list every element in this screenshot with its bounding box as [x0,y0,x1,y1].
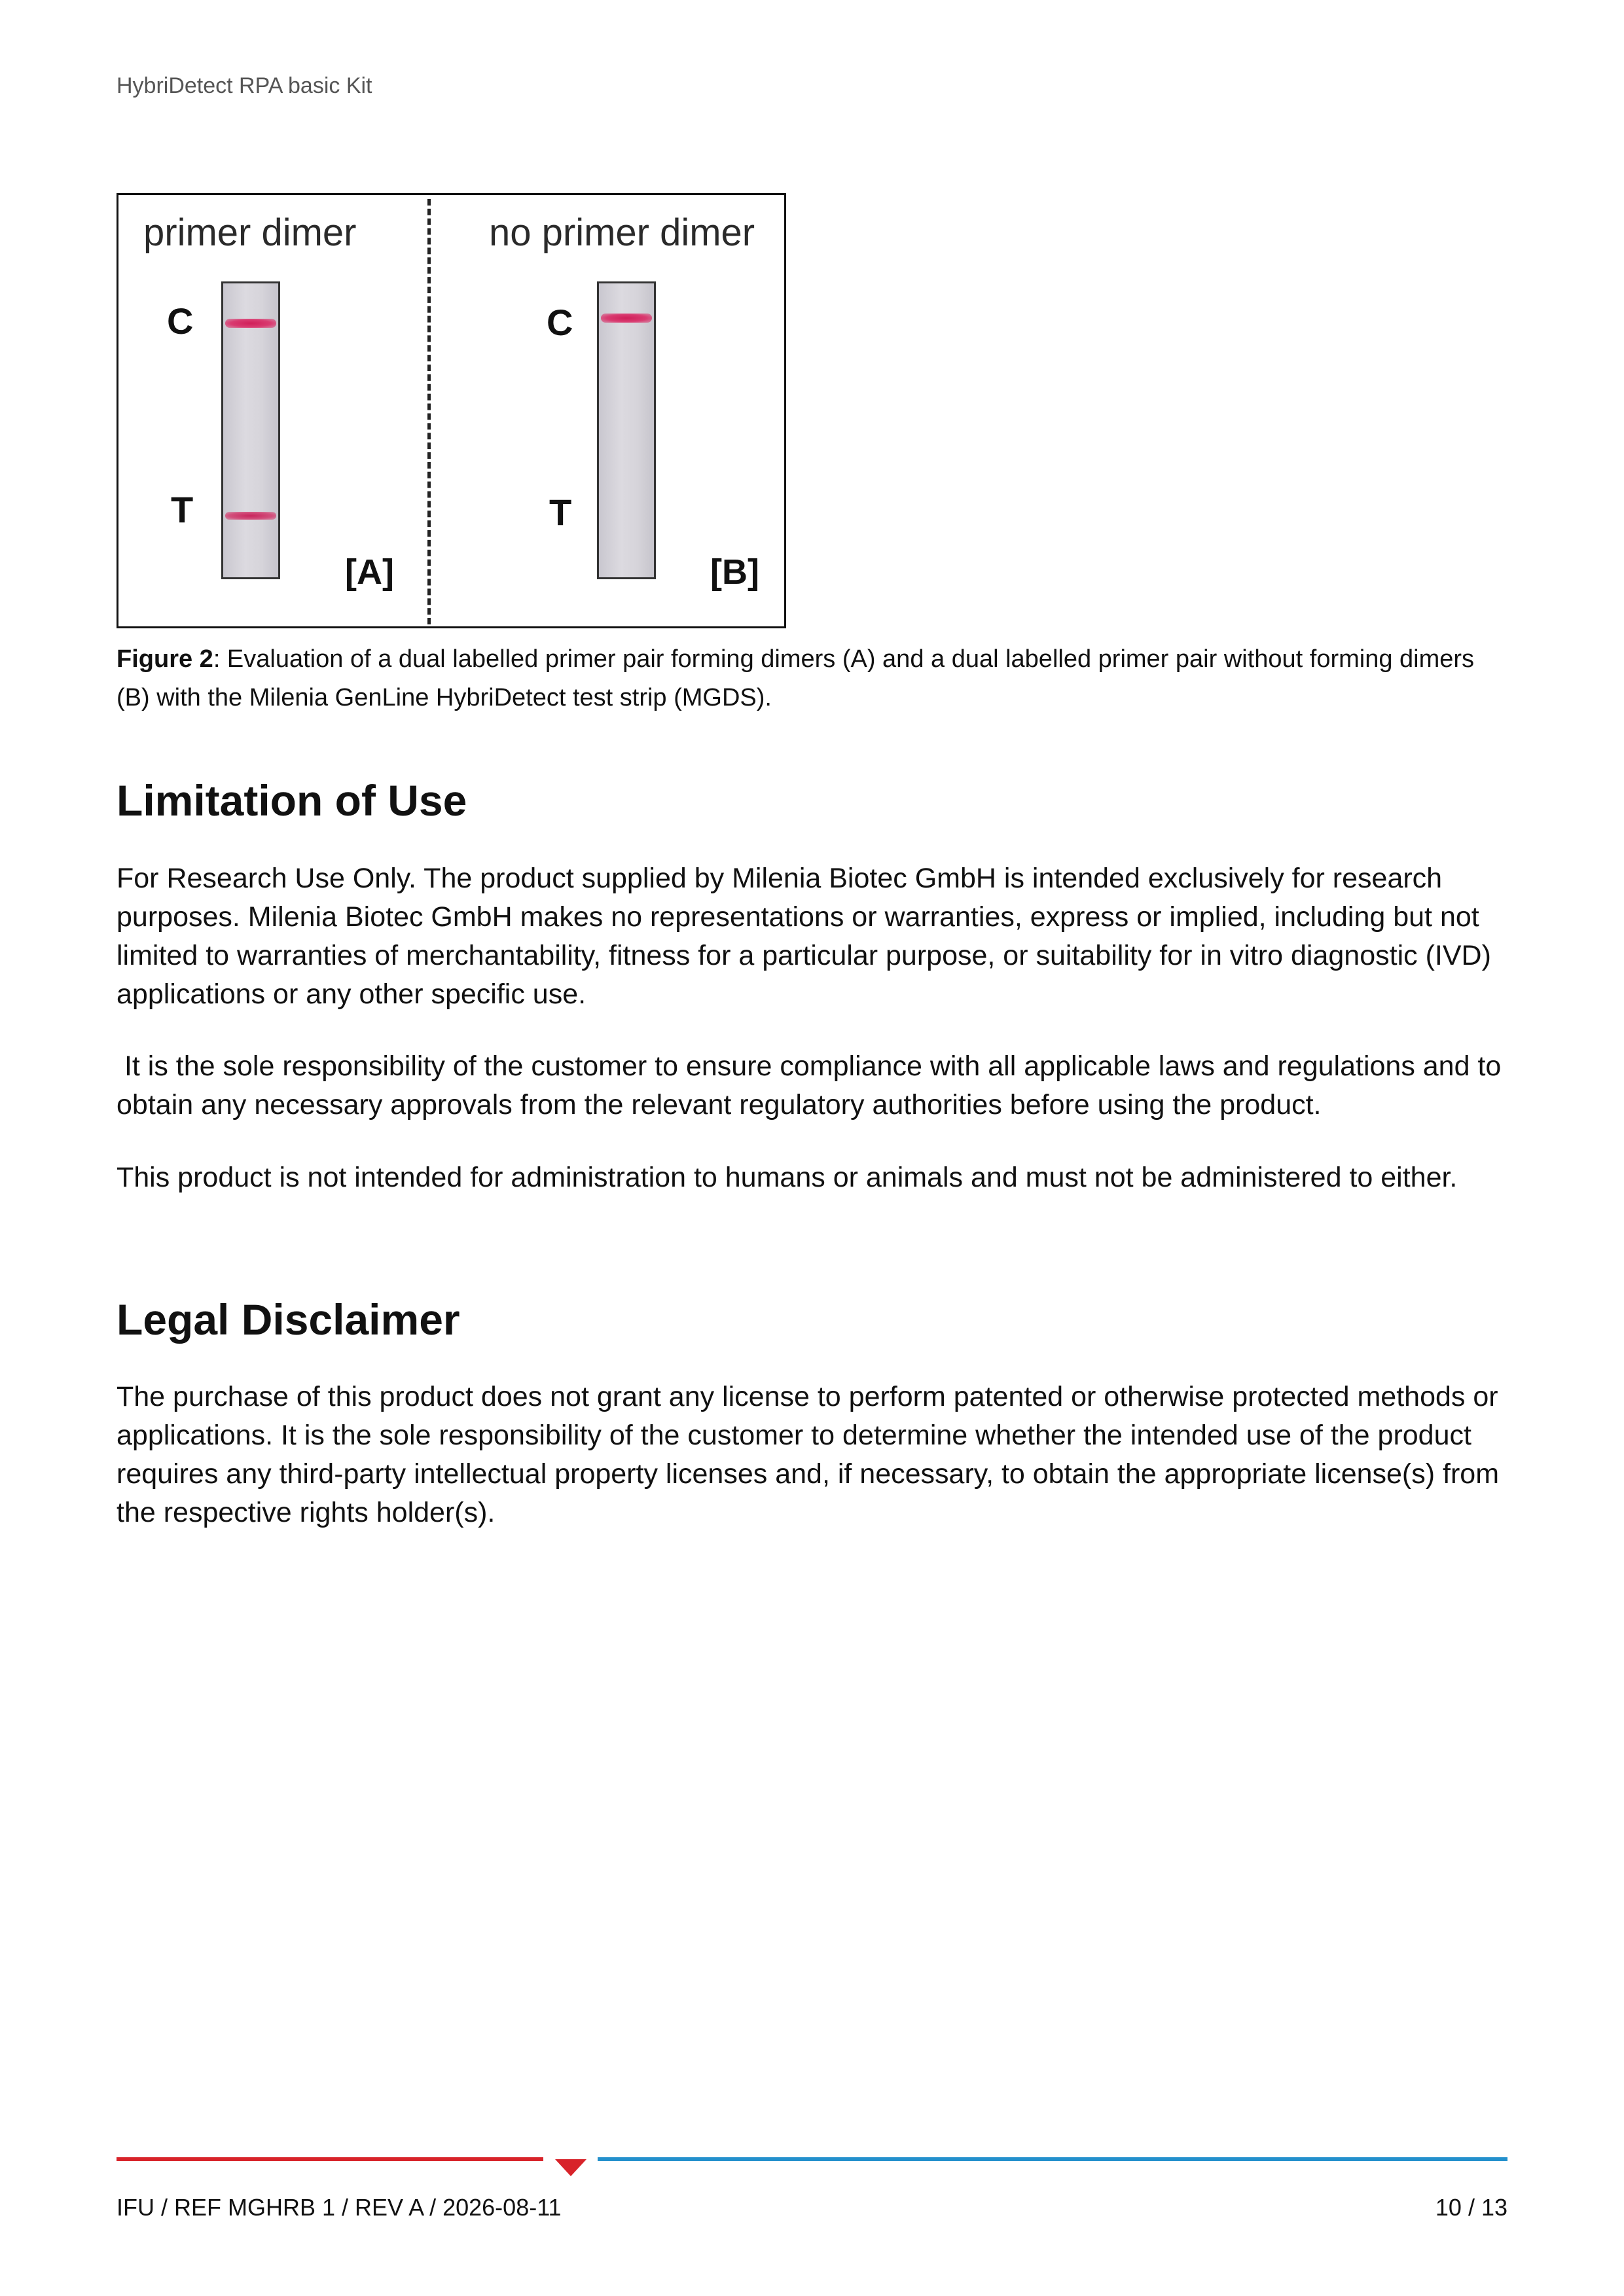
limitation-paragraph-3: This product is not intended for administration to humans or animals and must not be administered to either. [117,1162,1458,1193]
figure-caption-label: Figure 2 [117,645,213,673]
footer-rule-blue [598,2157,1507,2161]
panel-a-control-band [225,319,276,328]
panel-a-test-letter: T [171,489,194,530]
limitation-heading: Limitation of Use [117,776,467,825]
panel-b-label: [B] [710,552,759,592]
footer-triangle-marker [555,2159,586,2176]
figure-caption [117,640,1511,717]
footer-document-reference: IFU / REF MGHRB 1 / REV A / 2026-08-11 [117,2194,562,2221]
panel-b-control-letter: C [547,302,573,343]
panel-a-test-band [225,512,276,520]
footer-page-number: 10 / 13 [1435,2194,1507,2221]
legal-heading: Legal Disclaimer [117,1295,460,1344]
figure-caption-text: : Evaluation of a dual labelled primer pair forming dimers (A) and a dual labelled primer pair without forming dimers (B) with the Milenia GenLine HybriDetect test strip (MGDS). [117,645,1475,711]
panel-a-label: [A] [345,552,394,592]
legal-paragraph-1: The purchase of this product does not grant any license to perform patented or otherwise protected methods or applications. It is the sole responsibility of the customer to determine whether the intended use of the product requires any third-party intellectual property licenses and, if necessary, to obtain the appropriate license(s) from the respective rights holder(s). [117,1381,1500,1528]
panel-b-test-strip [597,281,656,579]
footer-rule-red [117,2157,543,2161]
limitation-paragraph-1: For Research Use Only. The product supplied by Milenia Biotec GmbH is intended exclusively for research purposes. Milenia Biotec GmbH makes no representations or warranties, express or implied, including but not limited to warranties of merchantability, fitness for a particular purpose, or suitability for in vitro diagnostic (IVD) applications or any other specific use. [117,863,1491,1010]
limitation-paragraph-2: It is the sole responsibility of the customer to ensure compliance with all applicable laws and regulations and to obtain any necessary approvals from the relevant regulatory authorities before using the product. [117,1050,1509,1121]
figure-test-strips [117,193,786,628]
panel-b-title: no primer dimer [489,211,755,254]
panel-b-test-letter: T [549,492,572,533]
panel-divider [427,199,431,624]
running-header: HybriDetect RPA basic Kit [117,73,372,98]
panel-a-title: primer dimer [143,211,357,254]
panel-a-control-letter: C [167,300,194,342]
panel-b-control-band [601,314,652,323]
panel-a-test-strip [221,281,280,579]
